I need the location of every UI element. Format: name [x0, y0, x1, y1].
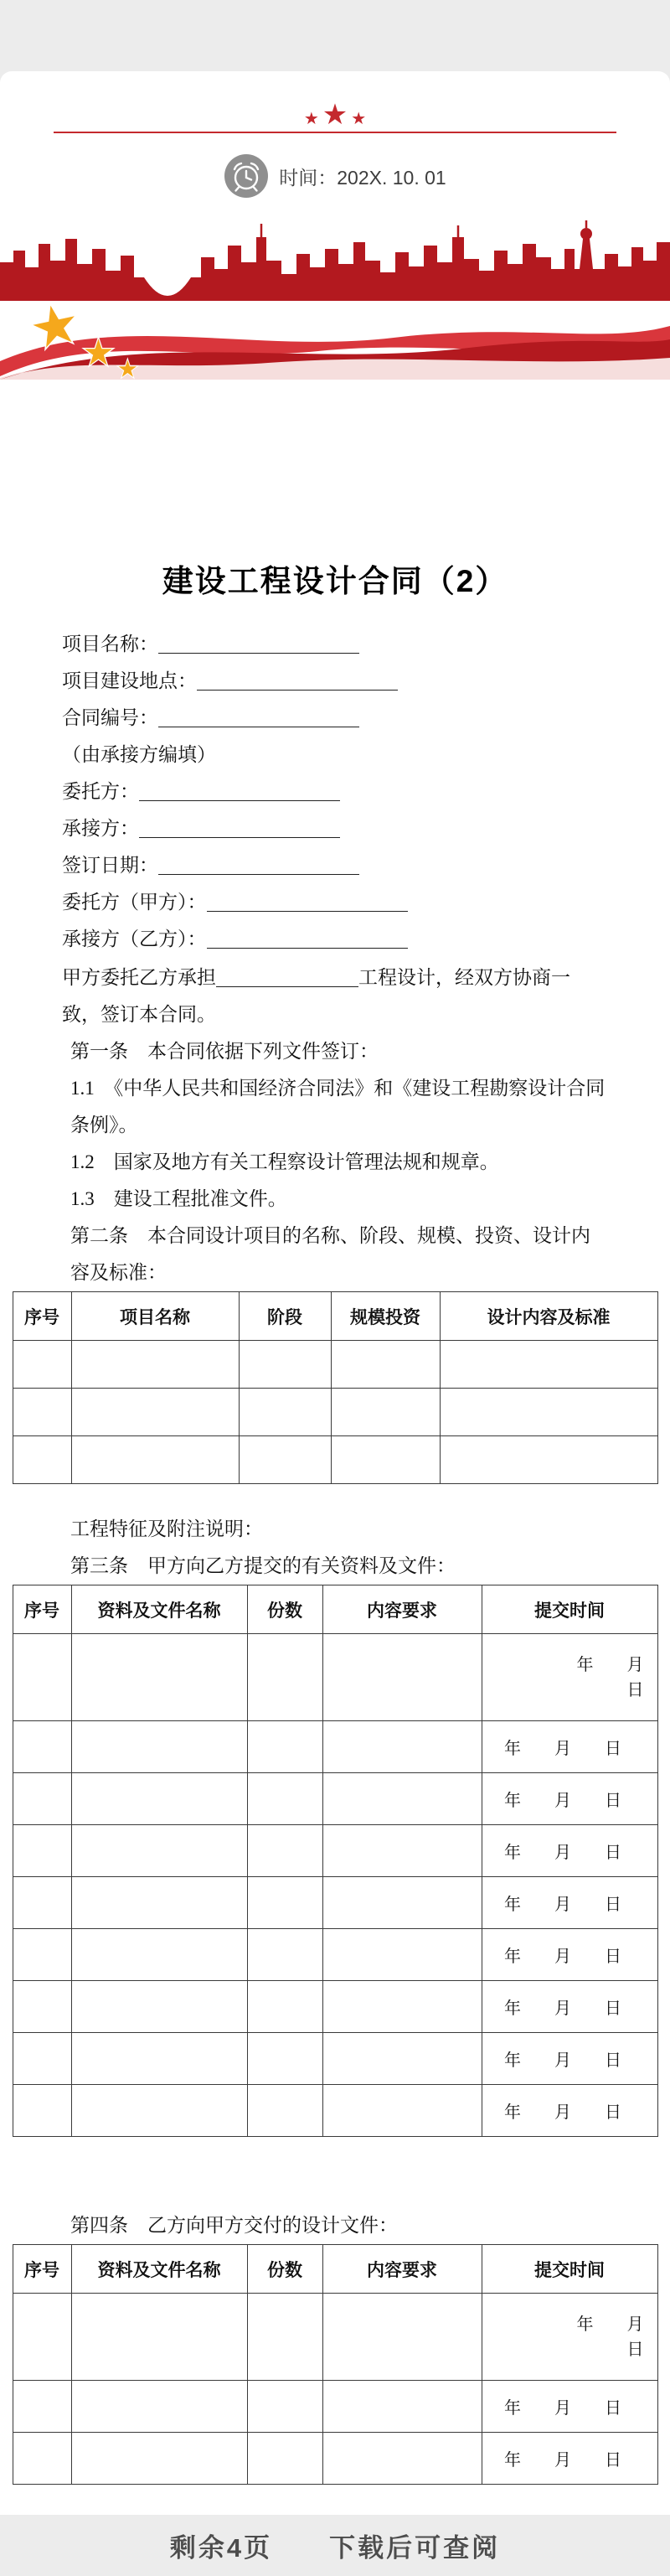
clause-line: 第一条 本合同依据下列文件签订：	[70, 1041, 379, 1062]
clauses-section	[0, 960, 670, 1291]
column-header: 内容要求	[322, 2245, 482, 2294]
submit-time-cell: 年 月 日	[482, 2381, 657, 2433]
column-header: 资料及文件名称	[71, 1585, 247, 1634]
column-header: 阶段	[239, 1292, 331, 1341]
empty-cell	[71, 1721, 247, 1773]
empty-cell	[71, 2381, 247, 2433]
form-label: 承接方：	[62, 818, 139, 839]
table-row	[13, 1634, 657, 1721]
form-line	[62, 773, 608, 810]
svg-text:★: ★	[80, 331, 117, 375]
column-header: 序号	[13, 1292, 71, 1341]
clause-line: 1.1 《中华人民共和国经济合同法》和《建设工程勘察设计合同条例》。	[70, 1078, 606, 1135]
blank-underline	[197, 670, 398, 691]
form-line	[62, 884, 608, 921]
empty-cell	[13, 1825, 71, 1877]
blank-underline	[139, 781, 340, 801]
blank-underline	[158, 707, 359, 727]
empty-cell	[247, 2381, 322, 2433]
alarm-clock-icon	[224, 153, 269, 199]
empty-cell	[247, 1981, 322, 2033]
empty-cell	[71, 2033, 247, 2085]
submit-time-cell: 年 月 日	[482, 1981, 657, 2033]
submit-time-cell	[482, 2294, 657, 2381]
time-row	[0, 153, 670, 220]
party-a-documents-table	[13, 1585, 658, 2137]
project-items-table	[13, 1291, 658, 1484]
column-header: 序号	[13, 1585, 71, 1634]
intro-post: 工程设计，经双方协商一致，签订本合同。	[62, 967, 570, 1025]
empty-cell	[331, 1436, 440, 1484]
table-row	[13, 2085, 657, 2137]
empty-cell	[247, 1877, 322, 1929]
empty-cell	[331, 1389, 440, 1436]
time-label: 时间：202X. 10. 01	[279, 166, 446, 189]
empty-cell	[247, 1721, 322, 1773]
red-divider-line	[54, 132, 616, 133]
empty-cell	[13, 2294, 71, 2381]
form-label: 签订日期：	[62, 855, 158, 876]
empty-cell	[71, 1981, 247, 2033]
star-divider	[0, 93, 670, 130]
empty-cell	[239, 1436, 331, 1484]
table-row	[13, 2433, 657, 2485]
empty-cell	[13, 2085, 71, 2137]
column-header: 份数	[247, 2245, 322, 2294]
form-label: （由承接方编填）	[62, 744, 216, 765]
empty-cell	[322, 2294, 482, 2381]
form-label: 承接方（乙方）：	[62, 928, 207, 949]
empty-cell	[440, 1436, 657, 1484]
empty-cell	[322, 2085, 482, 2137]
column-header: 规模投资	[331, 1292, 440, 1341]
blank-underline	[207, 892, 408, 912]
notes-line: 工程特征及附注说明：	[70, 1518, 263, 1539]
table-row	[13, 1389, 657, 1436]
empty-cell	[71, 1877, 247, 1929]
form-section	[0, 626, 670, 958]
table-row	[13, 1981, 657, 2033]
empty-cell	[331, 1341, 440, 1389]
form-line	[62, 921, 608, 958]
empty-cell	[440, 1341, 657, 1389]
blank-underline	[158, 855, 359, 875]
clause-line: 1.2 国家及地方有关工程察设计管理法规和规章。	[70, 1151, 499, 1172]
table-header-row	[13, 1585, 657, 1634]
svg-text:★: ★	[21, 287, 89, 365]
empty-cell	[247, 2433, 322, 2485]
document-page	[0, 71, 670, 2515]
form-line	[62, 663, 608, 700]
table-row	[13, 1341, 657, 1389]
clause-line: 第四条 乙方向甲方交付的设计文件：	[70, 2215, 398, 2236]
blank-underline	[139, 818, 340, 838]
table-row	[13, 2294, 657, 2381]
form-line	[62, 737, 608, 773]
empty-cell	[322, 2433, 482, 2485]
empty-cell	[247, 1634, 322, 1721]
table-row	[13, 2381, 657, 2433]
submit-time-cell: 年 月 日	[482, 2085, 657, 2137]
form-label: 委托方（甲方）：	[62, 892, 207, 913]
empty-cell	[71, 1929, 247, 1981]
empty-cell	[440, 1389, 657, 1436]
column-header: 内容要求	[322, 1585, 482, 1634]
document-header	[0, 71, 670, 220]
empty-cell	[71, 2085, 247, 2137]
submit-time-cell: 年 月 日	[482, 1773, 657, 1825]
blank-underline	[158, 634, 359, 654]
submit-time-cell: 年 月 日	[482, 1721, 657, 1773]
empty-cell	[71, 1389, 239, 1436]
form-line	[62, 700, 608, 737]
empty-cell	[13, 1389, 71, 1436]
empty-cell	[322, 2033, 482, 2085]
city-skyline-banner	[0, 220, 670, 380]
table-row	[13, 2033, 657, 2085]
table-header-row	[13, 2245, 657, 2294]
empty-cell	[247, 2085, 322, 2137]
intro-pre: 甲方委托乙方承担	[62, 967, 216, 988]
form-label: 委托方：	[62, 781, 139, 802]
form-line	[62, 810, 608, 847]
form-label: 合同编号：	[62, 707, 158, 728]
column-header: 设计内容及标准	[440, 1292, 657, 1341]
empty-cell	[13, 2433, 71, 2485]
empty-cell	[322, 1773, 482, 1825]
form-line	[62, 847, 608, 884]
column-header: 份数	[247, 1585, 322, 1634]
empty-cell	[322, 1825, 482, 1877]
blank-underline	[207, 928, 408, 949]
intro-line	[62, 960, 608, 1033]
table-row	[13, 1825, 657, 1877]
column-header: 提交时间	[482, 2245, 657, 2294]
form-line	[62, 626, 608, 663]
submit-time-cell: 年 月 日	[482, 1929, 657, 1981]
star-icon: ★	[351, 110, 367, 128]
empty-cell	[247, 1825, 322, 1877]
empty-cell	[13, 1929, 71, 1981]
table-row	[13, 1929, 657, 1981]
empty-cell	[71, 2433, 247, 2485]
table-row	[13, 1773, 657, 1825]
clause-line: 第二条 本合同设计项目的名称、阶段、规模、投资、设计内容及标准：	[70, 1225, 590, 1283]
table-header-row	[13, 1292, 657, 1341]
footer-bar	[0, 2515, 670, 2576]
empty-cell	[13, 1877, 71, 1929]
empty-cell	[13, 1634, 71, 1721]
clause4-section	[0, 2207, 670, 2244]
design-documents-table	[13, 2244, 658, 2485]
empty-cell	[239, 1341, 331, 1389]
empty-cell	[322, 1721, 482, 1773]
empty-cell	[13, 1981, 71, 2033]
empty-cell	[71, 1634, 247, 1721]
empty-cell	[247, 2033, 322, 2085]
empty-cell	[322, 2381, 482, 2433]
table-row	[13, 1721, 657, 1773]
empty-cell	[247, 1929, 322, 1981]
date-placeholder: 年 月	[576, 2315, 644, 2334]
column-header: 资料及文件名称	[71, 2245, 247, 2294]
column-header: 序号	[13, 2245, 71, 2294]
star-icon: ★	[303, 110, 319, 128]
empty-cell	[71, 1341, 239, 1389]
column-header: 项目名称	[71, 1292, 239, 1341]
empty-cell	[322, 1929, 482, 1981]
document-title: 建设工程设计合同（2）	[162, 564, 508, 598]
date-placeholder: 日	[626, 2340, 644, 2359]
star-icon: ★	[322, 100, 348, 131]
empty-cell	[13, 1773, 71, 1825]
empty-cell	[322, 1877, 482, 1929]
date-placeholder: 日	[626, 1680, 644, 1699]
submit-time-cell: 年 月 日	[482, 1877, 657, 1929]
blank-underline	[216, 967, 358, 987]
table-row	[13, 1877, 657, 1929]
empty-cell	[247, 1773, 322, 1825]
svg-text:★: ★	[116, 354, 140, 380]
page-top-margin	[0, 0, 670, 71]
clause-line: 1.3 建设工程批准文件。	[70, 1188, 287, 1209]
table-row	[13, 1436, 657, 1484]
remaining-pages-notice: 剩余4页 下载后可查阅	[169, 2533, 501, 2563]
empty-cell	[322, 1634, 482, 1721]
empty-cell	[71, 2294, 247, 2381]
empty-cell	[13, 1436, 71, 1484]
empty-cell	[13, 1721, 71, 1773]
submit-time-cell: 年 月 日	[482, 2433, 657, 2485]
submit-time-cell: 年 月 日	[482, 1825, 657, 1877]
empty-cell	[13, 2033, 71, 2085]
form-label: 项目名称：	[62, 634, 158, 654]
empty-cell	[13, 1341, 71, 1389]
form-label: 项目建设地点：	[62, 670, 197, 691]
clause-line: 第三条 甲方向乙方提交的有关资料及文件：	[70, 1555, 456, 1576]
empty-cell	[239, 1389, 331, 1436]
empty-cell	[13, 2381, 71, 2433]
notes-section	[0, 1511, 670, 1585]
empty-cell	[71, 1825, 247, 1877]
empty-cell	[71, 1436, 239, 1484]
empty-cell	[247, 2294, 322, 2381]
empty-cell	[71, 1773, 247, 1825]
submit-time-cell	[482, 1634, 657, 1721]
submit-time-cell: 年 月 日	[482, 2033, 657, 2085]
empty-cell	[322, 1981, 482, 2033]
column-header: 提交时间	[482, 1585, 657, 1634]
date-placeholder: 年 月	[576, 1655, 644, 1674]
